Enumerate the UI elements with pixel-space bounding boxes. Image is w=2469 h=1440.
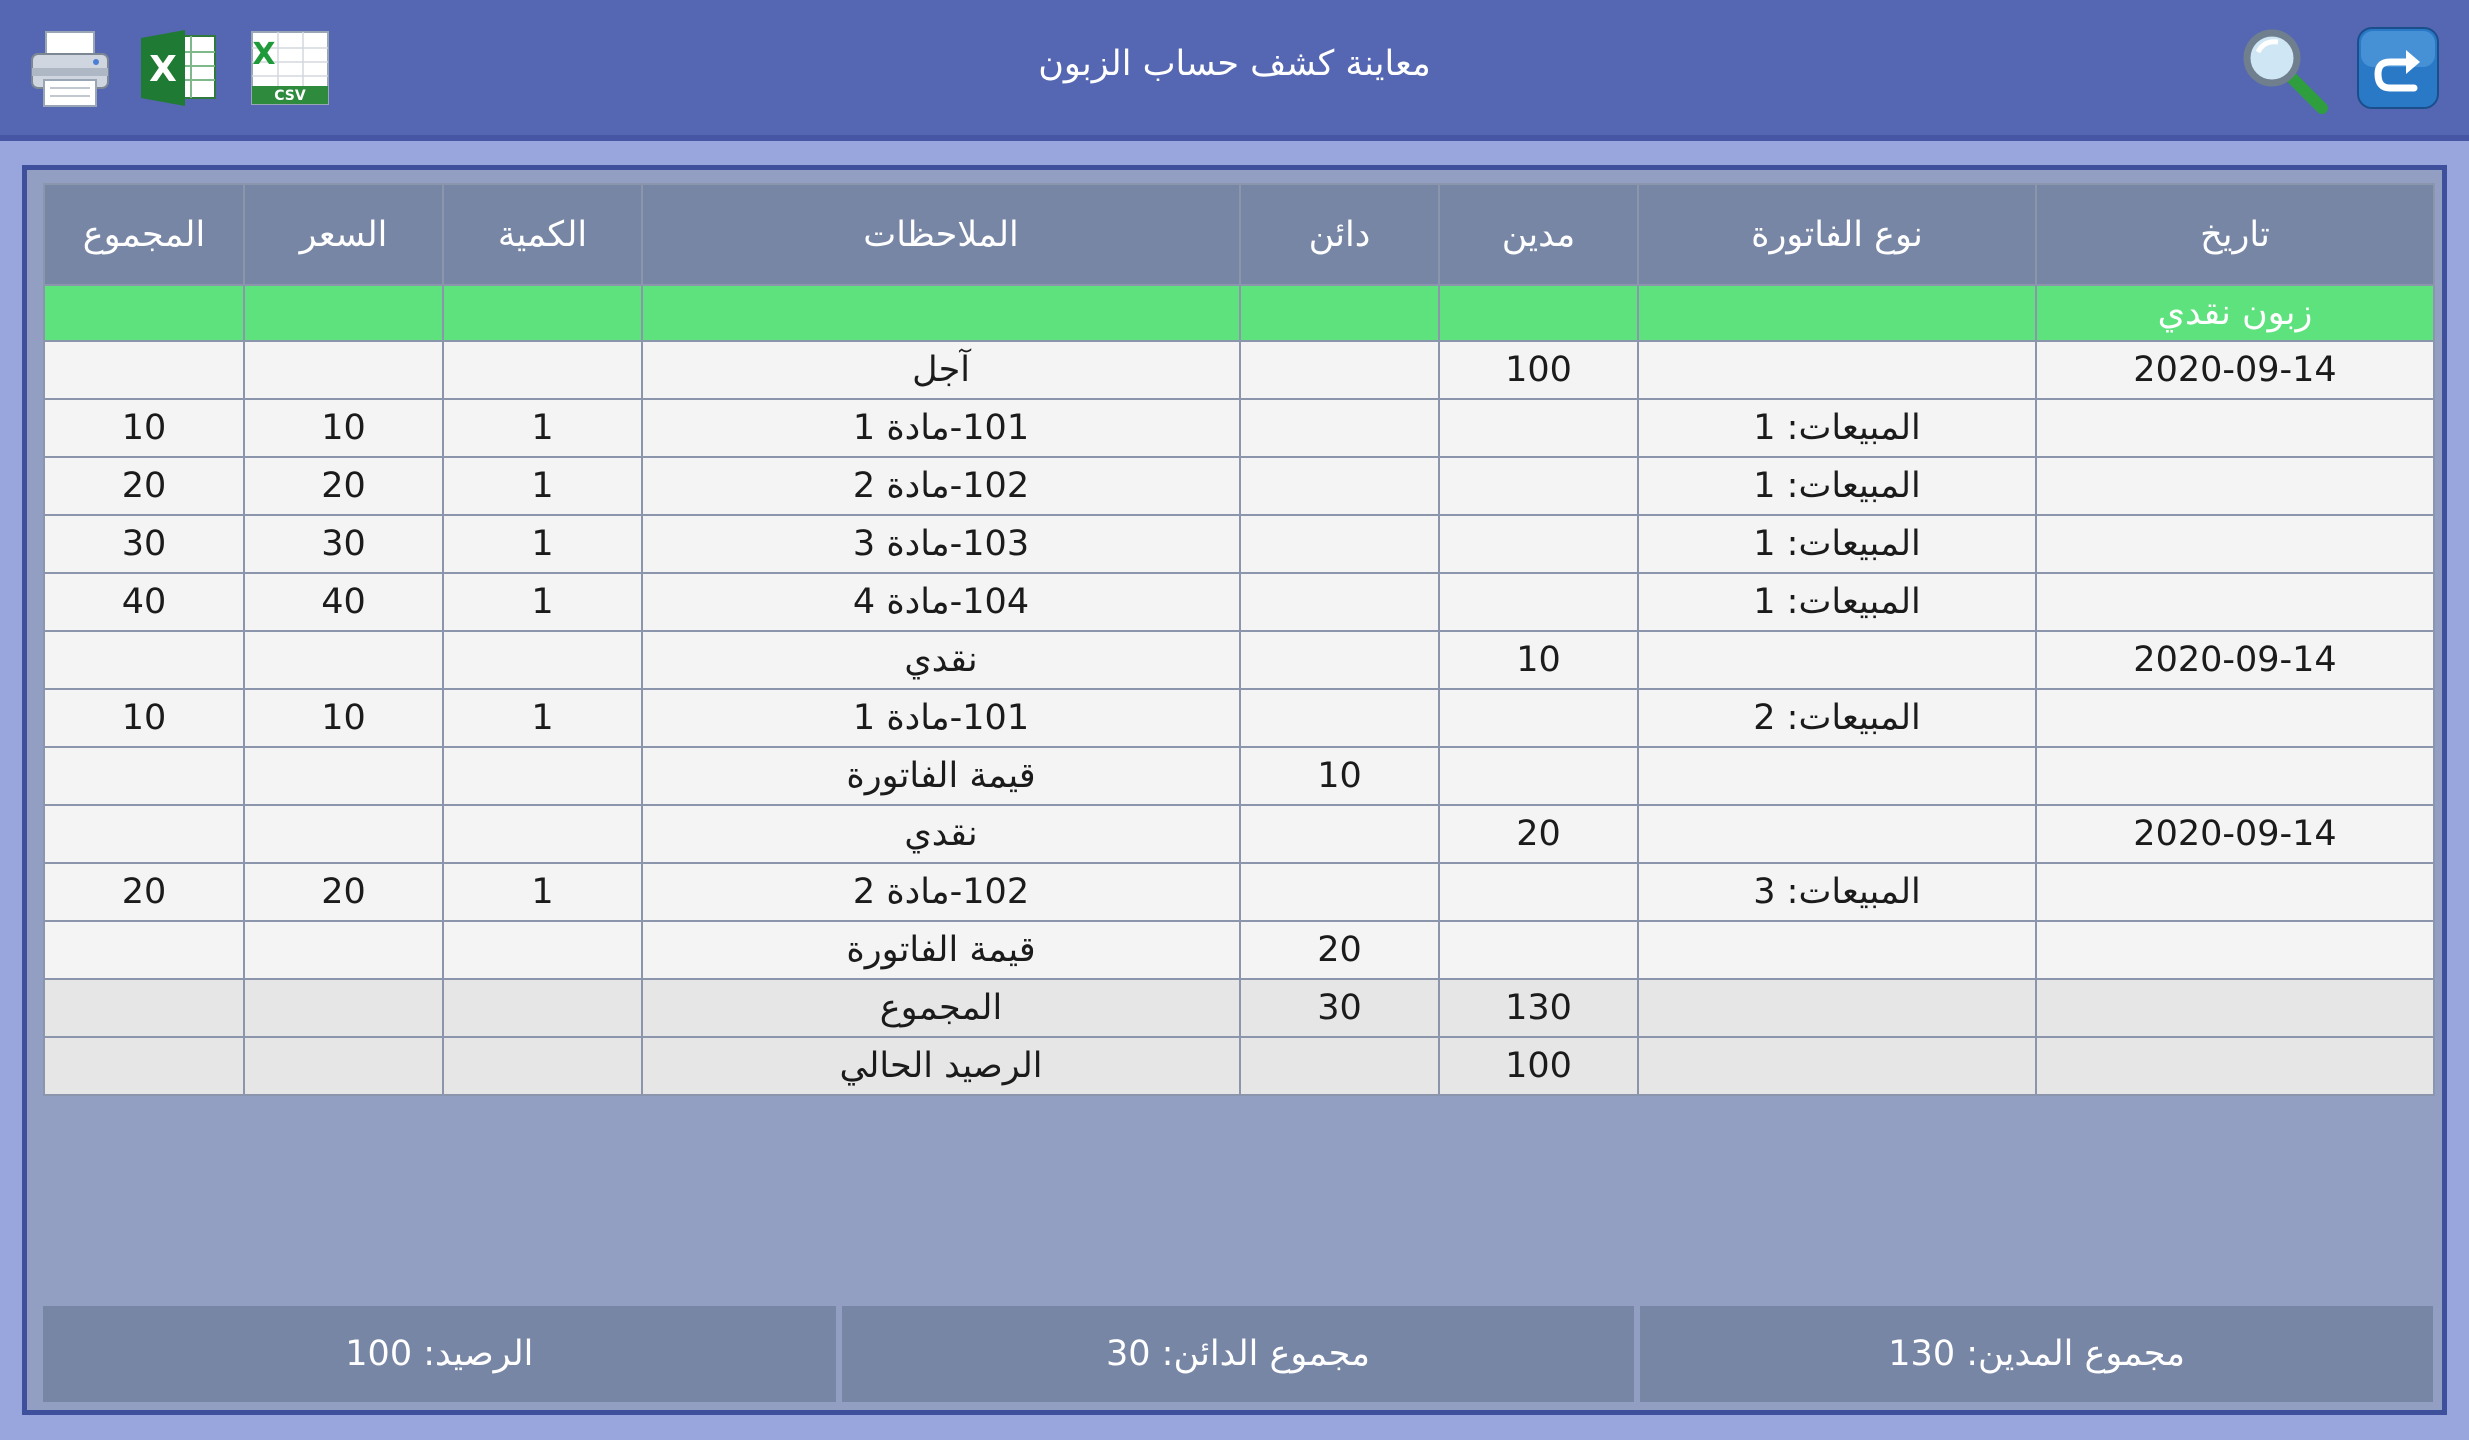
cell-price	[244, 979, 443, 1037]
cell-debit: 100	[1439, 341, 1638, 399]
cell-notes: 104-مادة 4	[642, 573, 1240, 631]
cell-credit: 30	[1240, 979, 1439, 1037]
cell-credit	[1240, 1037, 1439, 1095]
cell-invoice-type: المبيعات: 1	[1638, 457, 2036, 515]
cell-notes: 103-مادة 3	[642, 515, 1240, 573]
cell-quantity	[443, 805, 642, 863]
table-row[interactable]	[44, 399, 2434, 457]
cell-invoice-type: المبيعات: 2	[1638, 689, 2036, 747]
cell-notes: قيمة الفاتورة	[642, 921, 1240, 979]
cell-price: 10	[244, 689, 443, 747]
cell-debit	[1439, 399, 1638, 457]
col-quantity[interactable]: الكمية	[443, 184, 642, 285]
cell-quantity	[443, 1037, 642, 1095]
cell-invoice-type: المبيعات: 3	[1638, 863, 2036, 921]
cell-total: 10	[44, 689, 244, 747]
cell-invoice-type	[1638, 631, 2036, 689]
col-notes[interactable]: الملاحظات	[642, 184, 1240, 285]
col-date[interactable]: تاريخ	[2036, 184, 2434, 285]
cell-total: 10	[44, 399, 244, 457]
cell-date	[2036, 457, 2434, 515]
statement-table	[43, 183, 2435, 1096]
cell-invoice-type	[1638, 341, 2036, 399]
table-header-row	[44, 184, 2434, 285]
table-row[interactable]	[44, 457, 2434, 515]
customer-row	[44, 285, 2434, 341]
cell-price	[244, 341, 443, 399]
cell-price	[244, 1037, 443, 1095]
table-row[interactable]	[44, 689, 2434, 747]
table-row[interactable]	[44, 747, 2434, 805]
cell-notes: الرصيد الحالي	[642, 1037, 1240, 1095]
table-row[interactable]	[44, 631, 2434, 689]
balance: الرصيد: 100	[43, 1306, 836, 1402]
cell-date	[2036, 921, 2434, 979]
cell-notes: آجل	[642, 341, 1240, 399]
cell-date	[2036, 979, 2434, 1037]
statement-panel	[22, 165, 2447, 1415]
cell-price	[244, 921, 443, 979]
cell-total	[44, 979, 244, 1037]
cell-price	[244, 747, 443, 805]
col-price[interactable]: السعر	[244, 184, 443, 285]
cell-total	[44, 341, 244, 399]
cell-price: 30	[244, 515, 443, 573]
cell-debit: 10	[1439, 631, 1638, 689]
cell-debit	[1439, 921, 1638, 979]
cell-date	[2036, 515, 2434, 573]
cell-debit: 130	[1439, 979, 1638, 1037]
summary-row[interactable]	[44, 1037, 2434, 1095]
cell-date	[2036, 573, 2434, 631]
cell-credit	[1240, 573, 1439, 631]
cell-debit	[1439, 573, 1638, 631]
cell-quantity: 1	[443, 457, 642, 515]
cell-notes: قيمة الفاتورة	[642, 747, 1240, 805]
table-row[interactable]	[44, 341, 2434, 399]
search-icon[interactable]	[2240, 26, 2324, 110]
cell-quantity: 1	[443, 399, 642, 457]
cell-credit	[1240, 515, 1439, 573]
svg-text:X: X	[149, 49, 177, 90]
cell-debit	[1439, 747, 1638, 805]
table-row[interactable]	[44, 863, 2434, 921]
cell-invoice-type	[1638, 805, 2036, 863]
cell-invoice-type	[1638, 979, 2036, 1037]
cell-notes: 101-مادة 1	[642, 689, 1240, 747]
cell-quantity	[443, 979, 642, 1037]
cell-invoice-type: المبيعات: 1	[1638, 399, 2036, 457]
cell-quantity	[443, 631, 642, 689]
svg-text:X: X	[252, 37, 276, 72]
cell-total	[44, 921, 244, 979]
cell-price: 20	[244, 457, 443, 515]
cell-credit	[1240, 399, 1439, 457]
cell-date: 2020-09-14	[2036, 341, 2434, 399]
cell-price: 10	[244, 399, 443, 457]
cell-quantity	[443, 747, 642, 805]
customer-name: زبون نقدي	[2036, 285, 2434, 341]
totals-footer	[43, 1306, 2433, 1402]
cell-credit	[1240, 341, 1439, 399]
cell-price: 40	[244, 573, 443, 631]
cell-credit	[1240, 689, 1439, 747]
col-total[interactable]: المجموع	[44, 184, 244, 285]
cell-total: 40	[44, 573, 244, 631]
col-credit[interactable]: دائن	[1240, 184, 1439, 285]
cell-date: 2020-09-14	[2036, 805, 2434, 863]
cell-invoice-type: المبيعات: 1	[1638, 573, 2036, 631]
cell-invoice-type: المبيعات: 1	[1638, 515, 2036, 573]
cell-debit	[1439, 457, 1638, 515]
top-toolbar	[0, 0, 2469, 141]
cell-credit	[1240, 631, 1439, 689]
cell-quantity	[443, 921, 642, 979]
cell-invoice-type	[1638, 921, 2036, 979]
cell-credit: 10	[1240, 747, 1439, 805]
csv-label: CSV	[274, 88, 306, 104]
cell-price	[244, 631, 443, 689]
cell-date	[2036, 689, 2434, 747]
cell-total	[44, 631, 244, 689]
summary-row[interactable]	[44, 979, 2434, 1037]
cell-debit	[1439, 863, 1638, 921]
cell-total	[44, 805, 244, 863]
cell-credit	[1240, 457, 1439, 515]
cell-quantity: 1	[443, 689, 642, 747]
cell-quantity: 1	[443, 863, 642, 921]
cell-credit	[1240, 863, 1439, 921]
cell-debit	[1439, 689, 1638, 747]
cell-total	[44, 747, 244, 805]
debit-total: مجموع المدين: 130	[1640, 1306, 2433, 1402]
cell-total: 30	[44, 515, 244, 573]
cell-price: 20	[244, 863, 443, 921]
cell-notes: 101-مادة 1	[642, 399, 1240, 457]
cell-debit	[1439, 515, 1638, 573]
cell-total: 20	[44, 457, 244, 515]
cell-notes: 102-مادة 2	[642, 863, 1240, 921]
cell-debit: 20	[1439, 805, 1638, 863]
table-row[interactable]	[44, 921, 2434, 979]
cell-date	[2036, 1037, 2434, 1095]
cell-date	[2036, 747, 2434, 805]
credit-total: مجموع الدائن: 30	[842, 1306, 1635, 1402]
cell-total	[44, 1037, 244, 1095]
col-debit[interactable]: مدين	[1439, 184, 1638, 285]
page-title: معاينة كشف حساب الزبون	[1038, 44, 1431, 84]
cell-quantity: 1	[443, 515, 642, 573]
cell-notes: نقدي	[642, 631, 1240, 689]
cell-total: 20	[44, 863, 244, 921]
cell-quantity	[443, 341, 642, 399]
cell-price	[244, 805, 443, 863]
table-row[interactable]	[44, 515, 2434, 573]
cell-invoice-type	[1638, 1037, 2036, 1095]
back-icon[interactable]	[2356, 26, 2440, 110]
cell-date	[2036, 399, 2434, 457]
cell-quantity: 1	[443, 573, 642, 631]
cell-notes: نقدي	[642, 805, 1240, 863]
cell-credit: 20	[1240, 921, 1439, 979]
cell-credit	[1240, 805, 1439, 863]
col-invoice-type[interactable]: نوع الفاتورة	[1638, 184, 2036, 285]
cell-notes: 102-مادة 2	[642, 457, 1240, 515]
cell-debit: 100	[1439, 1037, 1638, 1095]
cell-notes: المجموع	[642, 979, 1240, 1037]
table-row[interactable]	[44, 805, 2434, 863]
cell-date	[2036, 863, 2434, 921]
cell-invoice-type	[1638, 747, 2036, 805]
cell-date: 2020-09-14	[2036, 631, 2434, 689]
table-row[interactable]	[44, 573, 2434, 631]
